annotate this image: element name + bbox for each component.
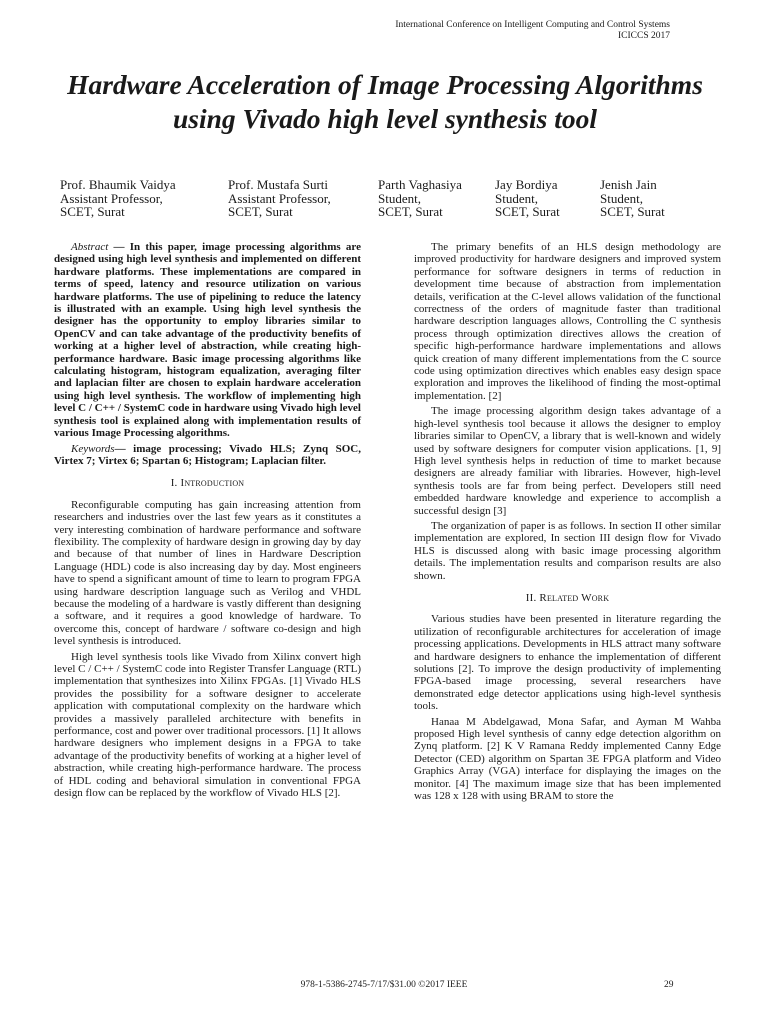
author-block <box>0 178 768 218</box>
keywords-label: Keywords <box>71 442 115 455</box>
keywords-dash: — <box>114 442 134 455</box>
related-work-heading: II. Related Work <box>525 591 610 604</box>
conference-name: International Conference on Intelligent Computing and Control Systems <box>395 20 670 30</box>
image-processing-paragraph: The image processing algorithm design takes advantage of a high-level synthesis tool because it allows the designer to employ libraries similar to OpenCV, a library that is well-known and widely used by software designers for computer vision applications. [1, 9] High level synthesis helps in reduction of time to market because designers are already familiar with libraries. However, high-level synthesis tools are far from being perfect. Developers still need embedded hardware knowledge and experience to accomplish a successful design [3] <box>414 405 721 517</box>
keywords-paragraph <box>54 443 361 468</box>
author-affiliation: SCET, Surat <box>228 204 293 219</box>
author-1 <box>60 178 176 219</box>
author-affiliation: SCET, Surat <box>600 204 665 219</box>
author-role: Student, <box>495 190 538 206</box>
related-work-paragraph-2: Hanaa M Abdelgawad, Mona Safar, and Ayman M Wahba proposed High level synthesis of canny edge detection algorithm on Zynq platform. [2] K V Ramana Reddy implemented Canny Edge Detector (CED) algorithm on Spartan 3E FPGA platform and Video Graphics Array (VGA) interface for displaying the images on the monitor. [4] The maximum image size that has been implemented was 128 x 128 with using BRAM to store the <box>414 715 721 803</box>
author-5 <box>600 178 665 219</box>
introduction-paragraph-2: High level synthesis tools like Vivado from Xilinx convert high level C / C++ / SystemC code into Register Transfer Language (RTL) implementation that synthesizes into Xilinx FPGAs. [1] Vivado HLS provides the possibility for a software designer to accelerate application with computational complexity on the hardware which provides a massively paralleled architecture with benefits in performance, cost and power over traditional processors. [1] It allows hardware designers who implement designs in a FPGA to take advantage of the productivity benefits of working at a higher level of abstraction, while creating high-performance hardware. The process of HDL coding and behavioral simulation in conventional FPGA design flow can be replaced by the workflow of Vivado HLS [2]. <box>54 650 361 800</box>
conference-acronym: ICICCS 2017 <box>618 31 670 41</box>
hls-benefits-paragraph: The primary benefits of an HLS design methodology are improved productivity for hardware designers and improved system performance for software designers in terms of reduction in development time because of abstraction from implementation details, verification at the C-level allows validation of the functional correctness of the orders of magnitude faster than traditional hardware description languages allows, Controlling the C synthesis process through optimization directives allows the creation of specific high-performance hardware implementations and allows quick creation of many different implementations from the C source code using optimization directives which enables easy design space exploration and improves the likelihood of finding the most-optimal implementation. [2] <box>414 241 721 402</box>
author-role: Assistant Professor, <box>60 190 163 206</box>
organization-paragraph: The organization of paper is as follows. In section II other similar implementation are explored, In section III design flow for Vivado HLS is discussed along with basic image processing algorithm details. The implementation results and comparison results are also shown. <box>414 519 721 582</box>
author-affiliation: SCET, Surat <box>60 204 125 219</box>
abstract-dash: — <box>108 241 130 253</box>
paper-title: Hardware Acceleration of Image Processing Algorithms using Vivado high level synthesis tool <box>67 69 703 134</box>
author-role: Student, <box>600 190 643 206</box>
introduction-heading: I. Introduction <box>170 477 245 490</box>
author-role: Student, <box>378 190 421 206</box>
related-work-paragraph-1: Various studies have been presented in literature regarding the utilization of reconfigurable architectures for acceleration of image processing applications. Developments in HLS attract many software and hardware designers to enhance the implementation of different solutions [2]. To improve the design productivity of implementing FPGA-based image processing, several researchers have demonstrated edge detector applications using high-level synthesis tools. <box>414 613 721 713</box>
abstract-text: In this paper, image processing algorithms are designed using high level synthesis and implemented on different hardware platforms. These implementations are compared in terms of speed, latency and resource utilization on various hardware platforms. The use of pipelining to reduce the latency is illustrated with an example. Using high level synthesis the designer has the opportunity to employ libraries similar to OpenCV and can take advantage of the productivity benefits of working at a higher level of abstraction, while creating high-performance hardware. Basic image processing algorithms like calculating histogram, histogram equalization, averaging filter and laplacian filter are chosen to explain hardware acceleration using high level synthesis. The workflow of implementing high level C / C++ / SystemC code in hardware using Vivado high level synthesis tool is explained along with implementation results of various Image Processing algorithms. <box>54 241 362 440</box>
author-role: Assistant Professor, <box>228 190 331 206</box>
author-name: Prof. Mustafa Surti <box>228 177 329 192</box>
author-3 <box>378 178 462 219</box>
author-2 <box>228 178 331 219</box>
left-column <box>54 241 361 802</box>
author-affiliation: SCET, Surat <box>378 204 443 219</box>
conference-header <box>395 20 670 42</box>
author-name: Jay Bordiya <box>495 177 558 192</box>
author-name: Jenish Jain <box>600 177 657 192</box>
keywords-text: image processing; Vivado HLS; Zynq SOC, Virtex 7; Virtex 6; Spartan 6; Histogram; Laplacian filter. <box>54 442 362 467</box>
author-name: Prof. Bhaumik Vaidya <box>60 177 176 192</box>
page-number: 29 <box>664 980 674 990</box>
right-column <box>414 241 721 805</box>
abstract-paragraph <box>54 241 361 440</box>
author-4 <box>495 178 560 219</box>
author-affiliation: SCET, Surat <box>495 204 560 219</box>
introduction-paragraph-1: Reconfigurable computing has gain increasing attention from researchers and industries over the last few years as it constitutes a very interesting combination of hardware performance and software flexibility. The complexity of hardware design in growing day by day and because of that number of lines in Hardware Description Language (HDL) code is also increasing day by day. Most engineers have to spend a significant amount of time to learn to program FPGA using hardware description language such as Verilog and VHDL because the modeling of a hardware is vastly different than designing a software, and it requires a good knowledge of hardware. To overcome this, concept of hardware / software co-design and high level synthesis is introduced. <box>54 498 361 648</box>
author-name: Parth Vaghasiya <box>378 177 462 192</box>
abstract-label: Abstract <box>71 241 109 253</box>
copyright-line: 978-1-5386-2745-7/17/$31.00 ©2017 IEEE <box>300 980 468 990</box>
